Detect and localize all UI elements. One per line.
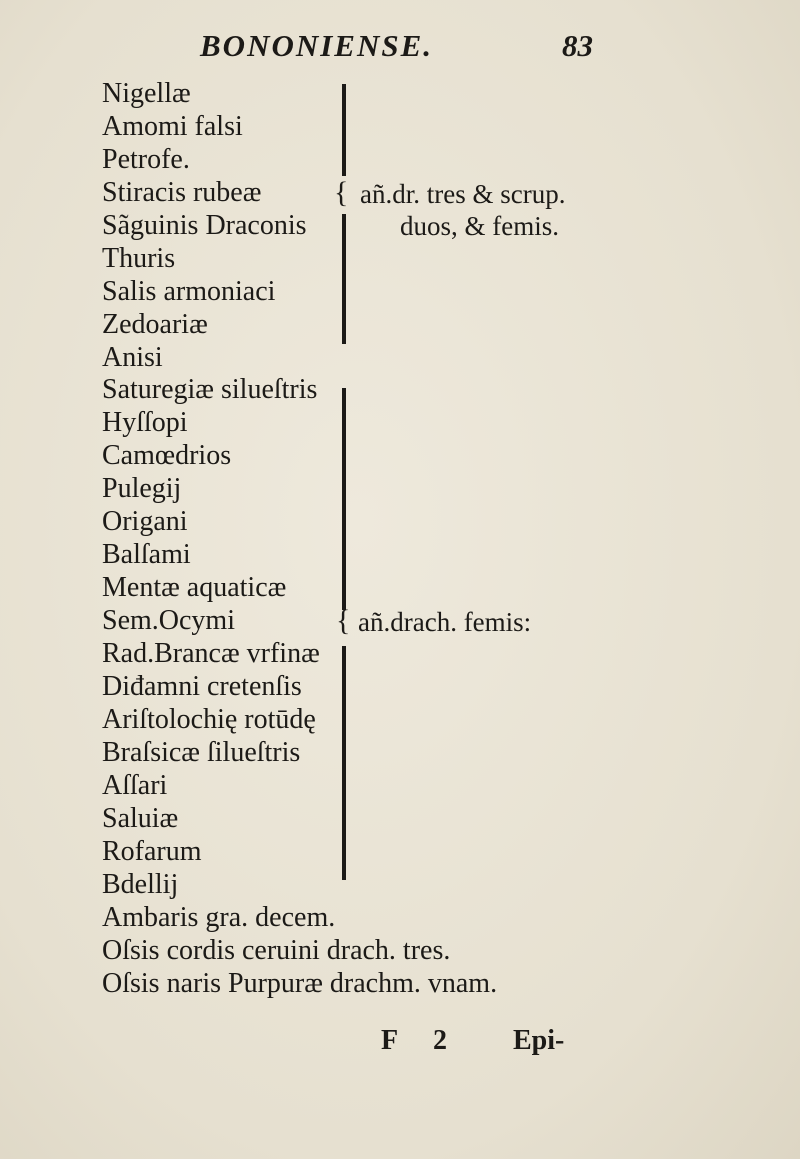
ingredient-line: Thuris [102, 243, 176, 274]
ingredient-line: Saluiæ [102, 803, 179, 834]
show-through-text [395, 60, 795, 580]
running-title: BONONIENSE. [200, 28, 434, 63]
ingredient-line: Bdellij [102, 869, 179, 900]
ingredient-line: Amomi falsi [102, 111, 243, 142]
ingredient-line: Oſsis naris Purpuræ drachm. vnam. [102, 968, 498, 999]
ingredient-line: Zedoariæ [102, 309, 208, 340]
page-number: 83 [562, 28, 593, 63]
ingredient-line: Sem.Ocymi [102, 605, 235, 636]
page-header [0, 18, 800, 68]
ingredient-line: Oſsis cordis ceruini drach. tres. [102, 935, 451, 966]
ingredient-line: Anisi [102, 342, 163, 373]
brace-point-2: { [336, 604, 351, 637]
ingredient-line: Origani [102, 506, 188, 537]
ingredient-line: Salis armoniaci [102, 276, 276, 307]
catchword: Epi- [513, 1025, 565, 1056]
signature-number: 2 [433, 1025, 447, 1056]
ingredient-line: Hyſſopi [102, 407, 188, 438]
ingredient-line: Ariſtolochię rotūdę [102, 704, 316, 735]
bracket-upper-2 [342, 388, 346, 610]
ingredient-line: Rad.Brancæ vrfinæ [102, 638, 320, 669]
ingredient-line: Balſami [102, 539, 191, 570]
ingredient-line: Saturegiæ silueſtris [102, 374, 318, 405]
ingredient-line: Braſsicæ ſilueſtris [102, 737, 301, 768]
bracket-lower-2 [342, 646, 346, 880]
brace-point-1: { [334, 176, 349, 209]
ingredient-line: Diđamni cretenſis [102, 671, 302, 702]
bracket-upper-1 [342, 84, 346, 176]
ingredient-line: Nigellæ [102, 78, 191, 109]
dosage-note: añ.dr. tres & scrup. [360, 179, 566, 209]
dosage-note: añ.drach. femis: [358, 607, 532, 637]
bracket-lower-1 [342, 214, 346, 344]
ingredient-line: Petrofe. [102, 144, 190, 175]
ingredient-line: Aſſari [102, 770, 168, 801]
ingredient-line: Ambaris gra. decem. [102, 902, 336, 933]
ingredient-line: Pulegij [102, 473, 182, 504]
ingredient-line: Rofarum [102, 836, 202, 867]
dosage-note: duos, & femis. [400, 211, 559, 241]
ingredient-line: Camœdrios [102, 440, 232, 471]
page-footer [0, 1025, 800, 1065]
ingredient-line: Sãguinis Draconis [102, 210, 307, 241]
ingredient-line: Stiracis rubeæ [102, 177, 262, 208]
ingredient-line: Mentæ aquaticæ [102, 572, 287, 603]
signature-mark: F [381, 1025, 399, 1056]
